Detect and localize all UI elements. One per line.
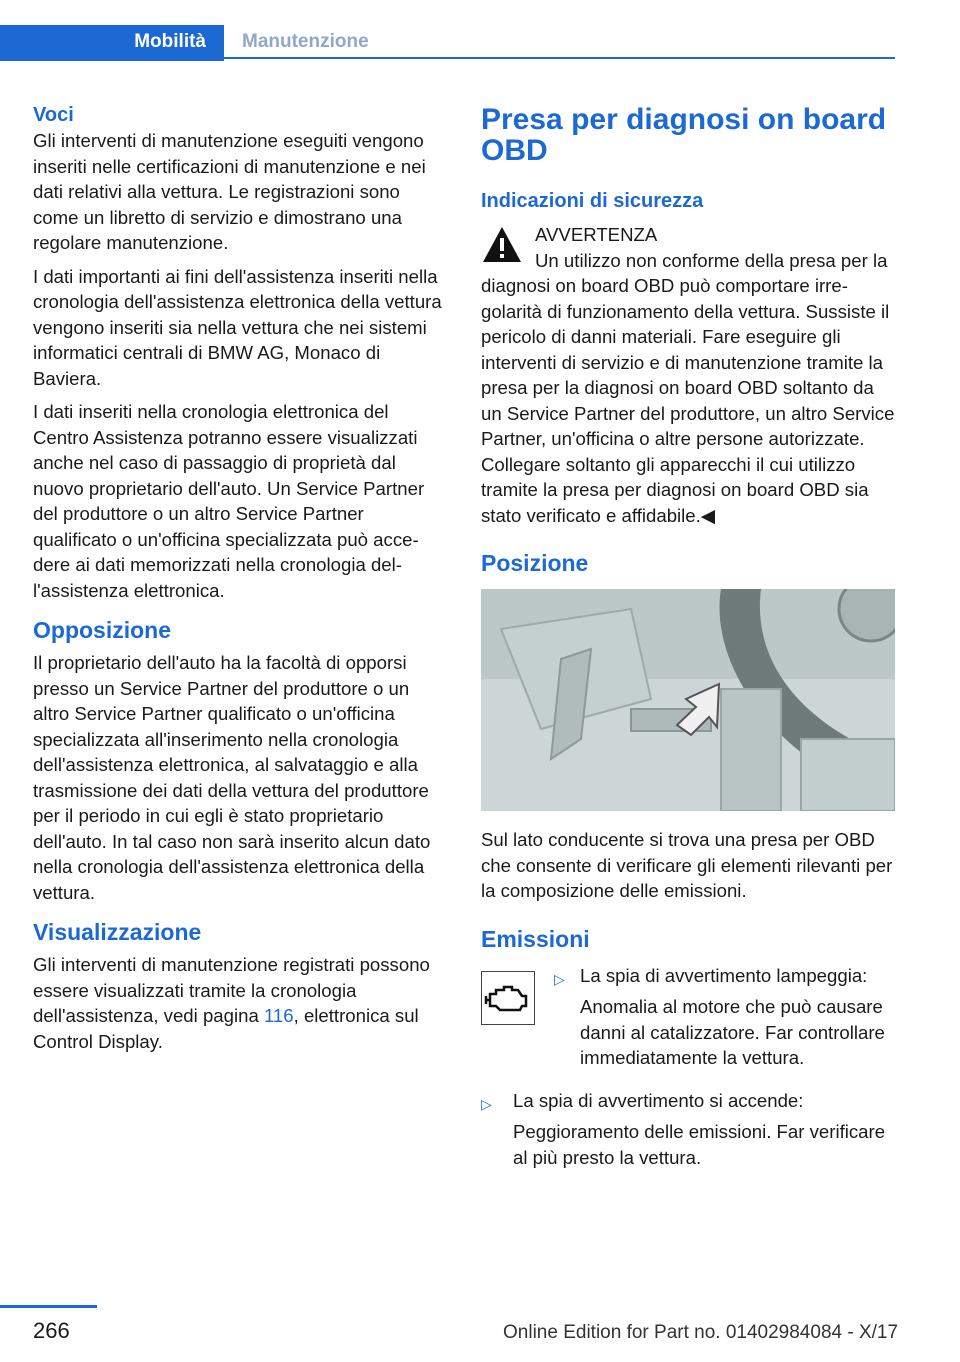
warning-text: Un utilizzo non conforme della presa per la diagnosi on board OBD può comportare irregolarità di funzionamento della vettura. Sussiste il pericolo di danni materiali. Fare eseguire gli interventi di servizio e di manutenzione tramite la presa per la diagnosi on board OBD soltanto da un Service Partner del produttore, un altro Service Partner, un'officina o altre persone autorizzate. Collegare soltanto gli apparecchi il cui utilizzo tramite la presa per diagnosi on board OBD sia stato verificato e affidabile.◀ [481, 249, 895, 526]
vis-text-a: Gli interventi di manutenzione registrati possono essere visualizzati tramite la cronologia dell'assistenza, vedi pagina [33, 954, 430, 1026]
page-number: 266 [33, 1318, 70, 1343]
engine-warning-icon [481, 971, 535, 1025]
voci-paragraph-3: I dati inseriti nella cronologia elettronica del Centro Assistenza potranno essere visualizzati anche nel caso di passaggio di proprietà dal nuovo proprietario dell'auto. Un Service Partner del produttore o un altro Service Partner qualificato o un'officina specializzata può accedere ai dati memorizzati nella cronologia dell'assistenza elettronica. [33, 401, 425, 601]
obd-location-figure [481, 589, 895, 811]
posizione-heading: Posizione [481, 550, 589, 576]
visualizzazione-heading: Visualizzazione [33, 919, 202, 945]
footer-rule [0, 1305, 97, 1308]
safety-heading: Indicazioni di sicurezza [481, 190, 704, 212]
item2-body: Peggioramento delle emissioni. Far verificare al più presto la vettura. [513, 1121, 886, 1168]
emission-item-2 [481, 1088, 895, 1171]
voci-paragraph-1: Gli interventi di manutenzione eseguiti vengono inseriti nelle certificazioni di manutenzione e nei dati relativi alla vettura. Le registrazioni sono come un libretto di servizio e dimostrano una regolare manutenzione. [33, 130, 426, 253]
item1-head: La spia di avvertimento lampeggia: [580, 964, 868, 986]
header-tabs [0, 25, 895, 61]
voci-heading: Voci [33, 104, 74, 126]
page-link-116[interactable]: 116 [263, 1005, 294, 1026]
left-column [33, 102, 447, 1062]
emission-item-1-text [554, 963, 895, 1071]
item1-body: Anomalia al motore che può causare danni al catalizzatore. Far controllare immediatamente la vettura. [580, 996, 885, 1068]
visualizzazione-paragraph [33, 952, 447, 1054]
emissioni-heading: Emissioni [481, 925, 590, 952]
item2-head: La spia di avvertimento si accende: [513, 1089, 804, 1111]
right-column [481, 104, 895, 1170]
opposizione-heading: Opposizione [33, 617, 171, 643]
emission-item-1 [481, 963, 895, 1078]
tab-manutenzione[interactable]: Manutenzione [224, 25, 895, 59]
page-title: Presa per diagnosi on board OBD [481, 103, 887, 167]
edition-note: Online Edition for Part no. 01402984084 - X/17 [503, 1322, 899, 1343]
list-bullet-triangle-icon: ▷ [554, 970, 565, 987]
warning-block [481, 222, 895, 528]
list-bullet-triangle-icon: ▷ [481, 1095, 492, 1112]
vis-text-b: , elettronica sul Control Display. [33, 1005, 419, 1052]
warning-triangle-icon [481, 224, 523, 266]
opposizione-paragraph: Il proprietario dell'auto ha la facoltà di opporsi presso un Service Partner del produttore o un altro Service Partner qualificato o un'officina specializzata all'inserimento nella cronologia dell'assistenza elettronica, al salvataggio e alla trasmissione dei dati della vettura del produttore per il periodo in cui egli è stato proprietario dell'auto. In tal caso non sarà inserito alcun dato nella cronologia dell'assistenza elettronica della vettura. [33, 652, 431, 903]
warning-label: AVVERTENZA [535, 224, 658, 245]
tab-mobilita[interactable]: Mobilità [0, 25, 224, 61]
posizione-text: Sul lato conducente si trova una presa per OBD che consente di verificare gli elementi rilevanti per la composizione delle emissioni. [481, 829, 893, 901]
voci-paragraph-2: I dati importanti ai fini dell'assistenza inseriti nella cronologia dell'assistenza elettronica della vettura vengono inseriti sia nella vettura che nei sistemi informatici centrali di BMW AG, Monaco di Baviera. [33, 265, 442, 389]
